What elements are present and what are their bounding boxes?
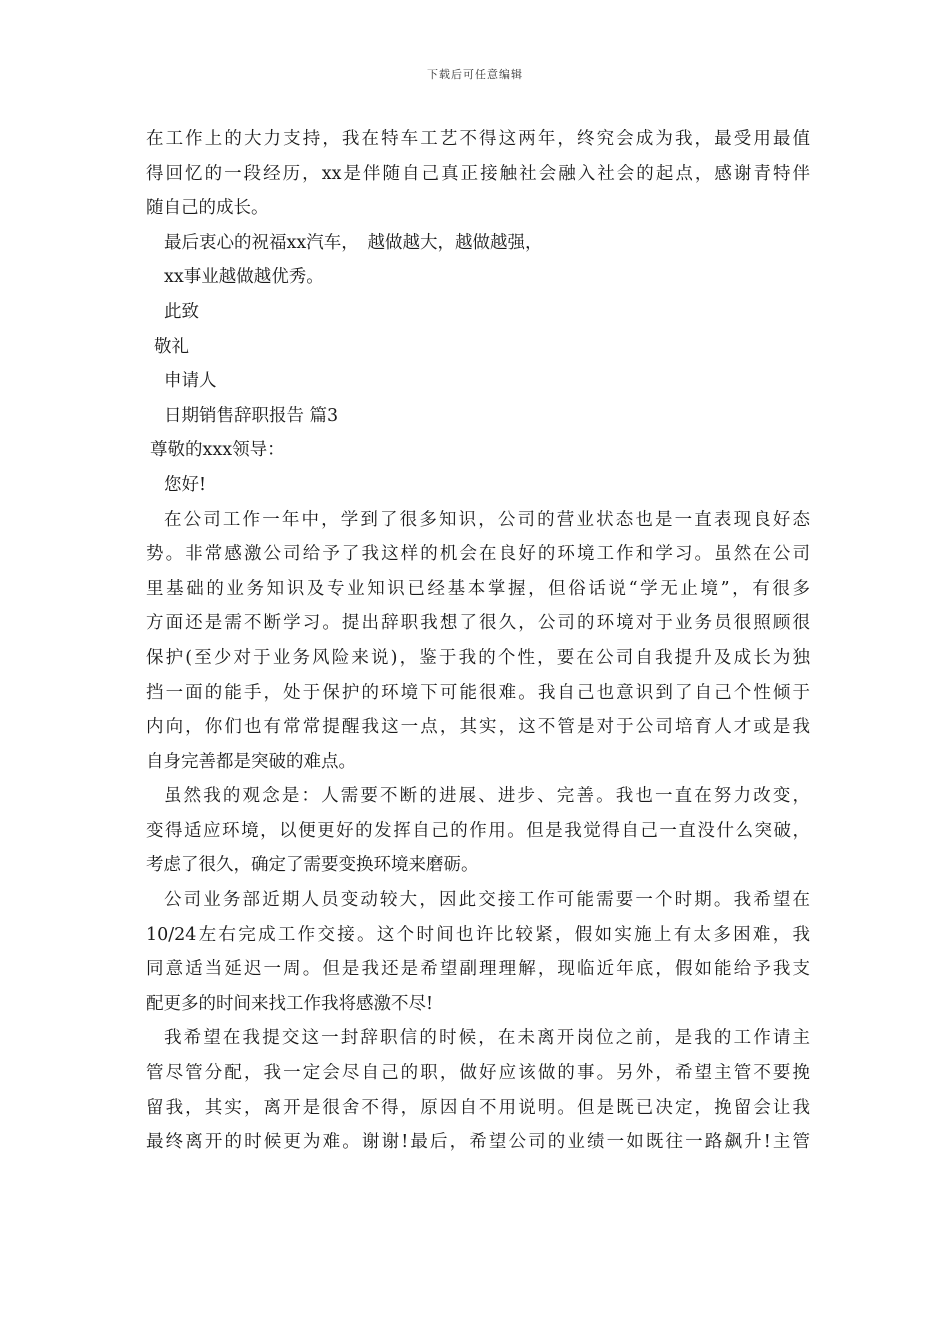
text-line: 此致 [164,301,199,322]
text-line: 保护(至少对于业务风险来说)，鉴于我的个性，要在公司自我提升及成长为独 [146,647,810,668]
text-line: 势。非常感激公司给予了我这样的机会在良好的环境工作和学习。虽然在公司 [146,544,810,565]
text-line: 变得适应环境，以便更好的发挥自己的作用。但是我觉得自己一直没什么突破， [146,820,810,841]
text-line: 自身完善都是突破的难点。 [146,751,356,772]
text-line: xx事业越做越优秀。 [164,267,324,288]
section-title: 日期销售辞职报告 篇3 [164,405,339,426]
greeting: 您好! [164,474,207,495]
document-body [146,122,810,1160]
text-line: 内向，你们也有常常提醒我这一点，其实，这不管是对于公司培育人才或是我 [146,717,810,738]
text-line: 考虑了很久，确定了需要变换环境来磨砺。 [146,855,479,876]
text-line: 最后衷心的祝福xx汽车， 越做越大，越做越强， [164,232,543,253]
text-line: 配更多的时间来找工作我将感激不尽! [146,993,434,1014]
page-header: 下载后可任意编辑 [427,68,523,81]
text-line: 申请人 [164,371,217,392]
text-line: 最终离开的时候更为难。谢谢!最后，希望公司的业绩一如既往一路飙升!主管 [146,1132,810,1153]
salutation: 尊敬的xxx领导： [150,440,285,461]
text-line: 留我，其实，离开是很舍不得，原因自不用说明。但是既已决定，挽留会让我 [146,1097,810,1118]
text-line: 得回忆的一段经历，xx是伴随自己真正接触社会融入社会的起点，感谢青特伴 [146,163,810,184]
text-line: 管尽管分配，我一定会尽自己的职，做好应该做的事。另外，希望主管不要挽 [146,1063,810,1084]
text-line: 敬礼 [154,336,189,357]
text-line: 10/24左右完成工作交接。这个时间也许比较紧，假如实施上有太多困难，我 [146,924,810,945]
text-line: 方面还是需不断学习。提出辞职我想了很久，公司的环境对于业务员很照顾很 [146,613,810,634]
text-line: 虽然我的观念是：人需要不断的进展、进步、完善。我也一直在努力改变， [164,786,810,807]
text-line: 公司业务部近期人员变动较大，因此交接工作可能需要一个时期。我希望在 [164,890,810,911]
text-line: 在公司工作一年中，学到了很多知识，公司的营业状态也是一直表现良好态 [164,509,810,530]
text-line: 挡一面的能手，处于保护的环境下可能很难。我自己也意识到了自己个性倾于 [146,682,810,703]
text-line: 同意适当延迟一周。但是我还是希望副理理解，现临近年底，假如能给予我支 [146,959,810,980]
text-line: 随自己的成长。 [146,198,269,219]
text-line: 里基础的业务知识及专业知识已经基本掌握，但俗话说“学无止境”，有很多 [146,578,810,599]
text-line: 在工作上的大力支持，我在特车工艺不得这两年，终究会成为我，最受用最值 [146,129,810,149]
text-line: 我希望在我提交这一封辞职信的时候，在未离开岗位之前，是我的工作请主 [164,1028,810,1049]
